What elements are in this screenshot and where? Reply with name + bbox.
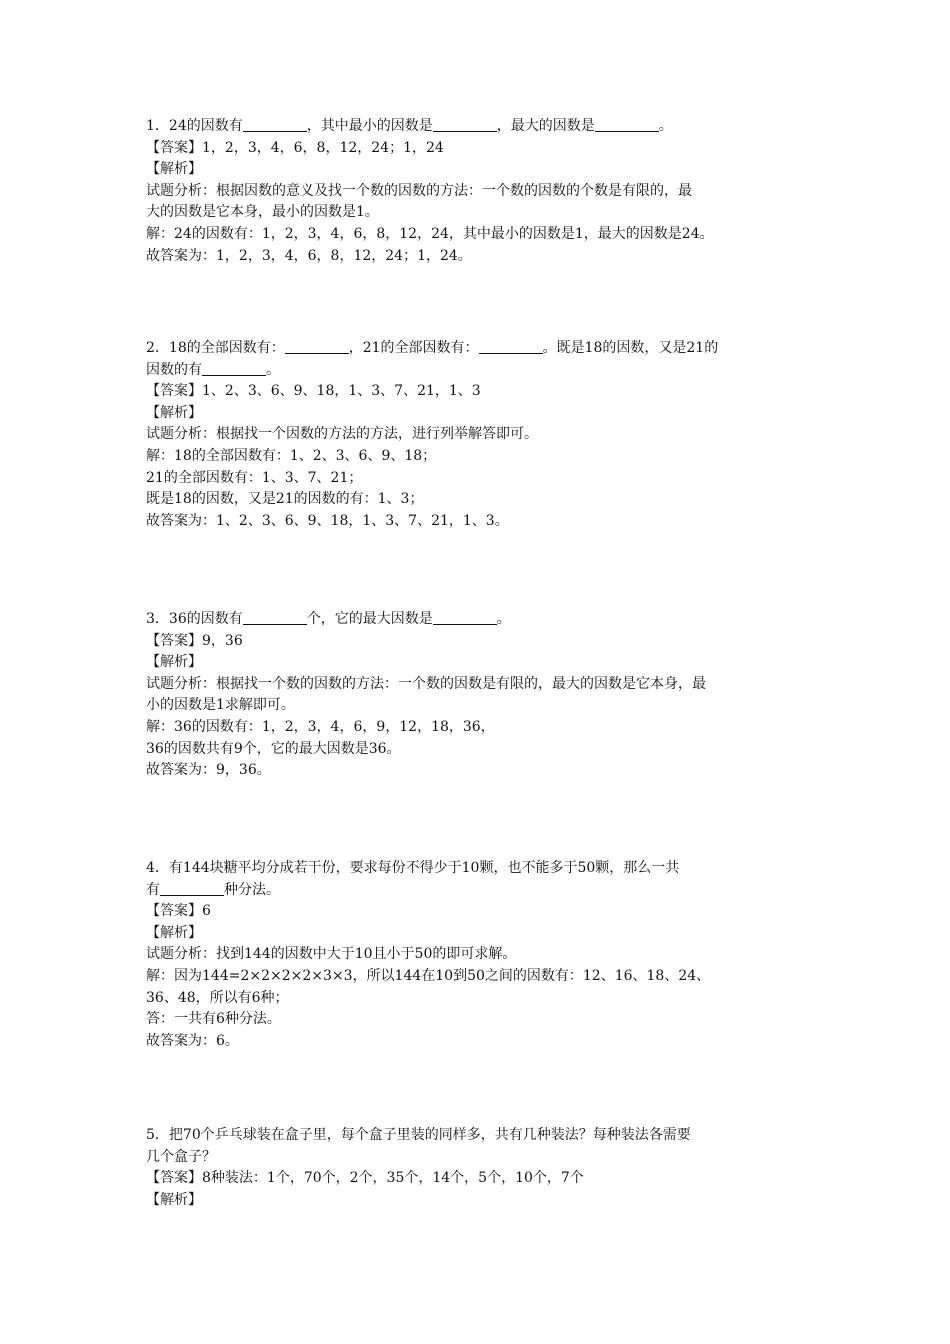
question-text: 几个盒子？: [146, 1148, 216, 1165]
analysis-label: 【解析】: [146, 654, 202, 671]
final-answer-line: 故答案为：1、2、3、6、9、18，1、3、7、21，1、3。: [146, 512, 509, 529]
final-answer-line: 故答案为：1，2，3，4，6，8，12，24；1，24。: [146, 247, 472, 264]
answer-blank: [243, 117, 307, 132]
final-answer-line: 故答案为：9，36。: [146, 762, 271, 779]
final-answer-line: 故答案为：6。: [146, 1032, 239, 1049]
solution-line: 答：一共有6种分法。: [146, 1011, 281, 1028]
question-4: [146, 858, 808, 1052]
analysis-label: 【解析】: [146, 404, 202, 421]
question-text: 5．把70个乒乓球装在盒子里，每个盒子里装的同样多，共有几种装法？每种装法各需要: [146, 1127, 691, 1143]
question-3: [146, 609, 808, 782]
solution-line: 既是18的因数，又是21的因数的有：1、3；: [146, 491, 424, 508]
answer-blank: [160, 881, 224, 896]
question-text: 3．36的因数有 个，它的最大因数是 。: [146, 611, 511, 627]
question-5: [146, 1125, 808, 1211]
solution-line: 解：因为144=2×2×2×2×3×3，所以144在10到50之间的因数有：12、16、18、24、: [146, 967, 711, 984]
solution-line: 21的全部因数有：1、3、7、21；: [146, 469, 363, 486]
answer-line: 【答案】1、2、3、6、9、18，1、3、7、21，1、3: [146, 383, 481, 400]
solution-line: 解：18的全部因数有：1、2、3、6、9、18；: [146, 447, 437, 464]
question-text: 1．24的因数有 ，其中最小的因数是 ，最大的因数是 。: [146, 118, 673, 134]
analysis-line: 试题分析：找到144的因数中大于10且小于50的即可求解。: [146, 946, 517, 963]
analysis-label: 【解析】: [146, 924, 202, 941]
answer-line: 【答案】6: [146, 903, 211, 920]
question-text: 4．有144块糖平均分成若干份，要求每份不得少于10颗，也不能多于50颗，那么一共: [146, 860, 680, 876]
answer-blank: [479, 339, 543, 354]
solution-line: 解：36的因数有：1，2，3，4，6，9，12，18，36，: [146, 718, 495, 735]
solution-line: 36、48，所以有6种；: [146, 989, 289, 1006]
analysis-label: 【解析】: [146, 1191, 202, 1208]
answer-line: 【答案】8种装法：1个，70个，2个，35个，14个，5个，10个，7个: [146, 1170, 584, 1187]
analysis-line: 试题分析：根据找一个因数的方法的方法，进行列举解答即可。: [146, 426, 538, 443]
analysis-line: 试题分析：根据因数的意义及找一个数的因数的方法：一个数的因数的个数是有限的，最: [146, 182, 692, 199]
answer-line: 【答案】1，2，3，4，6，8，12，24；1，24: [146, 139, 444, 156]
question-text: 有 种分法。: [146, 881, 280, 898]
analysis-label: 【解析】: [146, 161, 202, 178]
answer-blank: [243, 610, 307, 625]
answer-blank: [433, 610, 497, 625]
answer-blank: [285, 339, 349, 354]
analysis-line: 小的因数是1求解即可。: [146, 697, 295, 714]
question-2: [146, 338, 808, 532]
answer-blank: [595, 117, 659, 132]
analysis-line: 大的因数是它本身，最小的因数是1。: [146, 204, 379, 221]
answer-blank: [433, 117, 497, 132]
solution-line: 36的因数共有9个，它的最大因数是36。: [146, 740, 401, 757]
solution-line: 解：24的因数有：1，2，3，4，6，8，12，24，其中最小的因数是1，最大的因数是24。: [146, 225, 714, 242]
question-1: [146, 116, 808, 267]
question-text: 因数的有 。: [146, 361, 280, 378]
analysis-line: 试题分析：根据找一个数的因数的方法：一个数的因数是有限的，最大的因数是它本身，最: [146, 675, 706, 692]
answer-blank: [202, 361, 266, 376]
question-text: 2．18的全部因数有： ，21的全部因数有： 。既是18的因数，又是21的: [146, 340, 719, 356]
answer-line: 【答案】9，36: [146, 632, 243, 649]
